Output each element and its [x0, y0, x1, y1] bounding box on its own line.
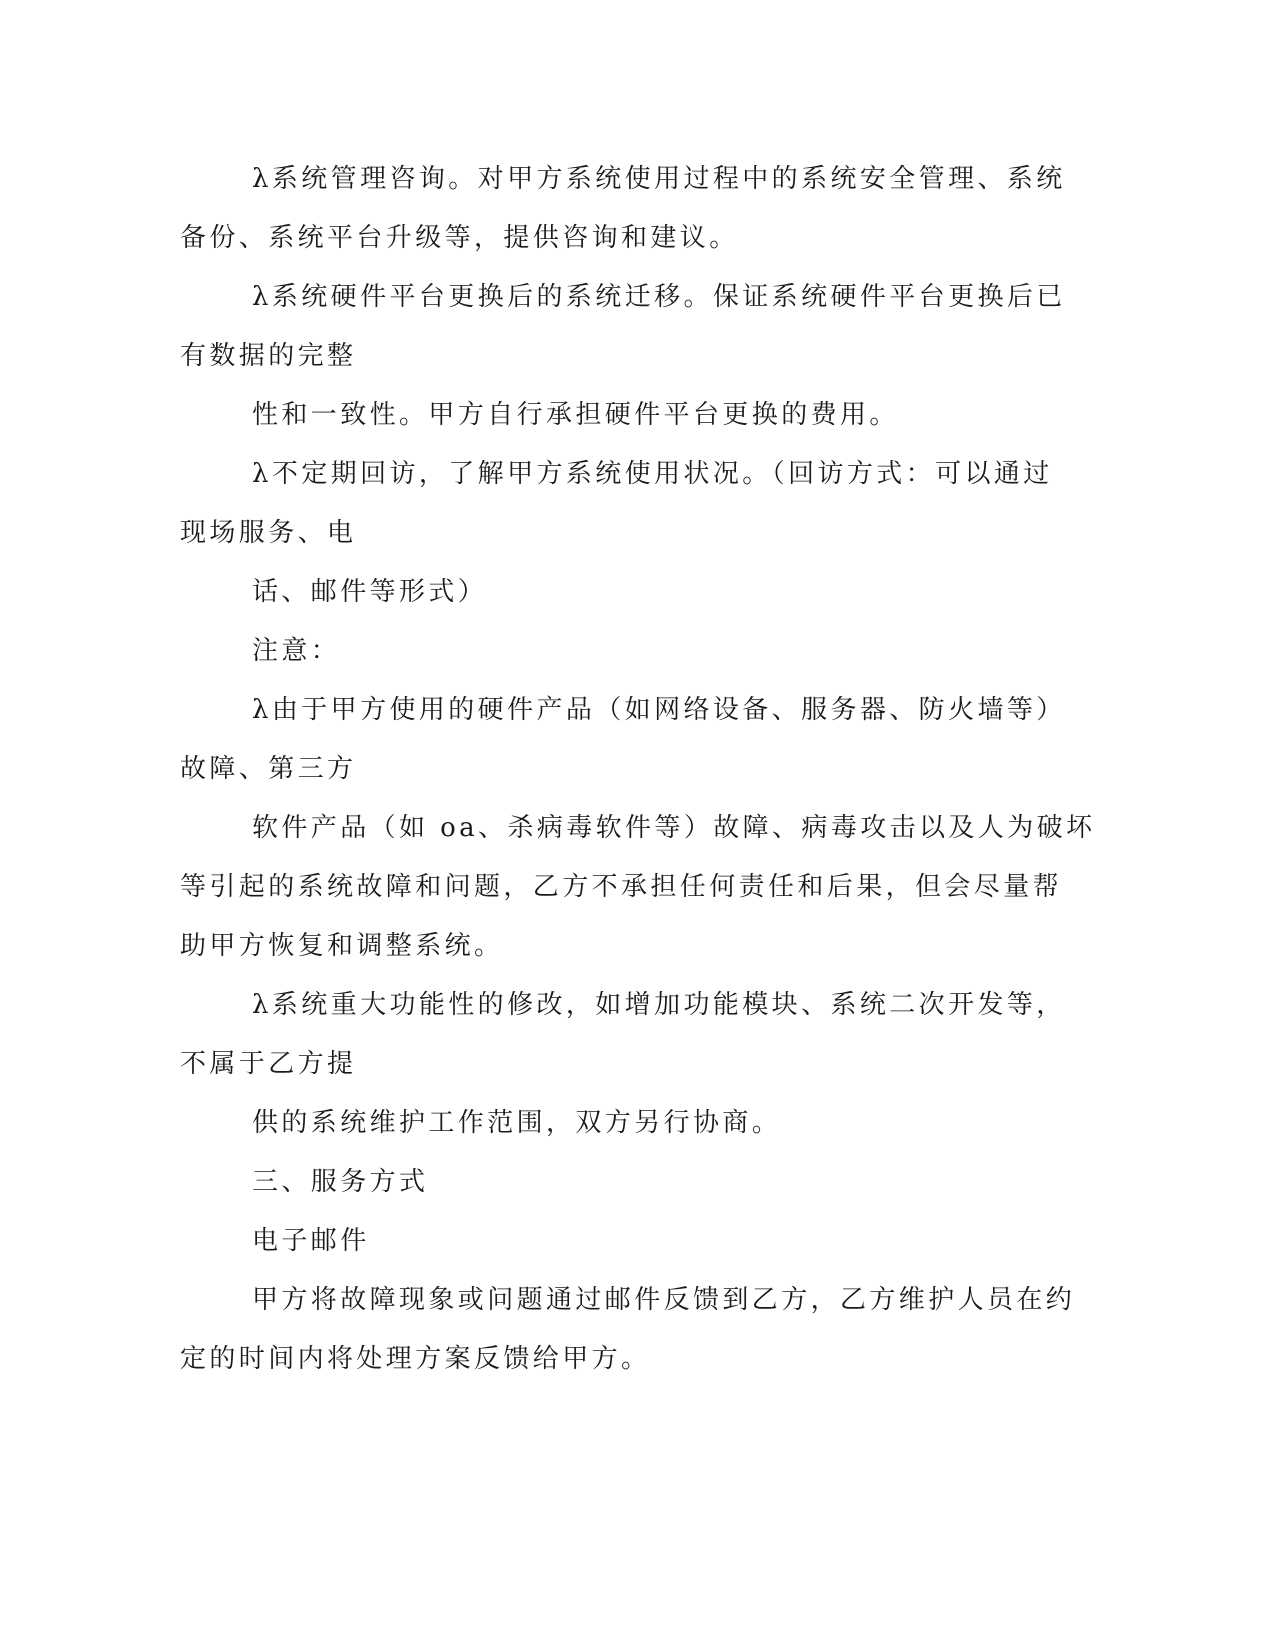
text-line: 等引起的系统故障和问题，乙方不承担任何责任和后果，但会尽量帮: [180, 872, 1063, 902]
text-line: 性和一致性。甲方自行承担硬件平台更换的费用。: [252, 400, 899, 430]
text-line: 助甲方恢复和调整系统。: [180, 931, 504, 961]
text-line: 软件产品（如 oa、杀病毒软件等）故障、病毒攻击以及人为破坏: [252, 813, 1096, 843]
text-line: 现场服务、电: [180, 518, 357, 548]
text-line: 注意：: [252, 636, 341, 666]
text-line: 供的系统维护工作范围，双方另行协商。: [252, 1108, 782, 1138]
text-line: λ由于甲方使用的硬件产品（如网络设备、服务器、防火墙等）: [252, 695, 1066, 725]
text-line: 甲方将故障现象或问题通过邮件反馈到乙方，乙方维护人员在约: [252, 1285, 1076, 1315]
text-line: 不属于乙方提: [180, 1049, 357, 1079]
text-line: λ系统管理咨询。对甲方系统使用过程中的系统安全管理、系统: [252, 164, 1066, 194]
text-line: 电子邮件: [252, 1226, 370, 1256]
text-line: λ不定期回访，了解甲方系统使用状况。（回访方式：可以通过: [252, 459, 1053, 489]
text-line: 三、服务方式: [252, 1167, 429, 1197]
text-line: 故障、第三方: [180, 754, 357, 784]
text-line: λ系统重大功能性的修改，如增加功能模块、系统二次开发等，: [252, 990, 1066, 1020]
text-line: 备份、系统平台升级等，提供咨询和建议。: [180, 223, 739, 253]
text-line: 有数据的完整: [180, 341, 357, 371]
text-line: 定的时间内将处理方案反馈给甲方。: [180, 1344, 651, 1374]
document-body: [180, 150, 1096, 1389]
text-line: λ系统硬件平台更换后的系统迁移。保证系统硬件平台更换后已: [252, 282, 1066, 312]
text-line: 话、邮件等形式）: [252, 577, 488, 607]
